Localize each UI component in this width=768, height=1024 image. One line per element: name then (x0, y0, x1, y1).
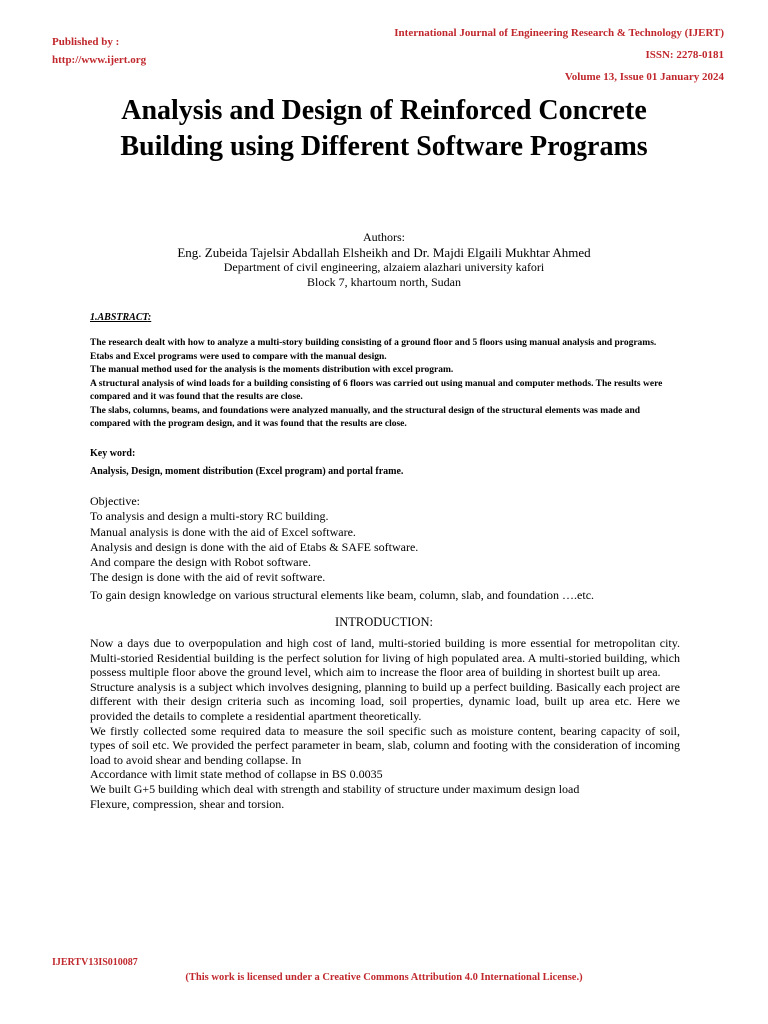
introduction-body (90, 636, 680, 811)
introduction-paragraph: We built G+5 building which deal with strength and stability of structure under maximum design load (90, 781, 580, 796)
objective-block (90, 494, 594, 603)
objective-line: And compare the design with Robot software. (90, 555, 311, 570)
abstract-paragraph: The research dealt with how to analyze a multi-story building consisting of a ground floor and 5 floors using manual analysis and programs. Etabs and Excel programs were used to compare with the manual design. (90, 338, 657, 362)
objective-heading: Objective: (90, 494, 140, 508)
abstract-heading-text: 1.ABSTRACT (90, 312, 148, 323)
abstract-paragraph: A structural analysis of wind loads for a building consisting of 6 floors was carried out using manual and computer methods. The results were compared and it was found that the results are close. (90, 378, 663, 402)
volume-issue: Volume 13, Issue 01 January 2024 (564, 71, 724, 83)
keywords-text: Analysis, Design, moment distribution (Excel program) and portal frame. (90, 466, 404, 477)
objective-line: To analysis and design a multi-story RC building. (90, 509, 329, 524)
introduction-paragraph: Now a days due to overpopulation and high cost of land, multi-storied building is more essential for metropolitan city. Multi-storied Residential building is the perfect solution for living of high populated area. A multi-storied building, which possess multiple floor above the ground level, which aim to increase the floor area of building in shortest built up area. (90, 636, 680, 680)
authors-block (0, 230, 768, 290)
objective-line: To gain design knowledge on various structural elements like beam, column, slab, and foundation ….etc. (90, 587, 595, 602)
author-address: Block 7, khartoum north, Sudan (307, 275, 461, 289)
journal-info-block (394, 22, 724, 88)
objective-line: Analysis and design is done with the aid of Etabs & SAFE software. (90, 539, 419, 554)
introduction-paragraph: Accordance with limit state method of collapse in BS 0.0035 (90, 767, 383, 782)
abstract-heading (90, 312, 151, 323)
published-by-label: Published by : (52, 36, 120, 48)
abstract-paragraph: The slabs, columns, beams, and foundations were analyzed manually, and the structural design of the structural elements was made and compared with the program design, and it was found that the results are close. (90, 405, 641, 429)
objective-line: The design is done with the aid of revit software. (90, 570, 326, 585)
author-names: Eng. Zubeida Tajelsir Abdallah Elsheikh and Dr. Majdi Elgaili Mukhtar Ahmed (177, 245, 591, 260)
paper-title (0, 93, 768, 165)
journal-name: International Journal of Engineering Research & Technology (IJERT) (394, 27, 724, 39)
license-notice: (This work is licensed under a Creative Commons Attribution 4.0 International License.) (185, 972, 583, 983)
author-affiliation: Department of civil engineering, alzaiem alazhari university kafori (223, 260, 545, 274)
abstract-paragraph: The manual method used for the analysis is the moments distribution with excel program. (90, 365, 454, 375)
publisher-block (52, 33, 146, 69)
abstract-heading-colon: : (147, 312, 152, 323)
objective-line: Manual analysis is done with the aid of Excel software. (90, 524, 356, 539)
issn: ISSN: 2278-0181 (645, 49, 724, 61)
keywords-heading: Key word: (90, 448, 136, 459)
abstract-body (90, 337, 680, 432)
paper-title-line-1: Analysis and Design of Reinforced Concrete (121, 95, 647, 126)
paper-id: IJERTV13IS010087 (52, 957, 138, 968)
paper-title-line-2: Building using Different Software Programs (120, 131, 648, 162)
journal-url-link[interactable]: http://www.ijert.org (52, 54, 147, 66)
authors-label: Authors: (363, 230, 405, 244)
introduction-heading: INTRODUCTION: (335, 615, 433, 629)
introduction-paragraph: We firstly collected some required data to measure the soil specific such as moisture content, bearing capacity of soil, types of soil etc. We provided the perfect parameter in beam, slab, column and footing with the consideration of incoming load to avoid shear and bending collapse. In (90, 723, 680, 767)
introduction-paragraph: Structure analysis is a subject which involves designing, planning to build up a perfect building. Basically each project are different with their design criteria such as incoming load, soil properties, dynamic load, built up area etc. Here we provided the details to complete a residential apartment theoretically. (90, 679, 680, 723)
introduction-paragraph: Flexure, compression, shear and torsion. (90, 796, 285, 811)
